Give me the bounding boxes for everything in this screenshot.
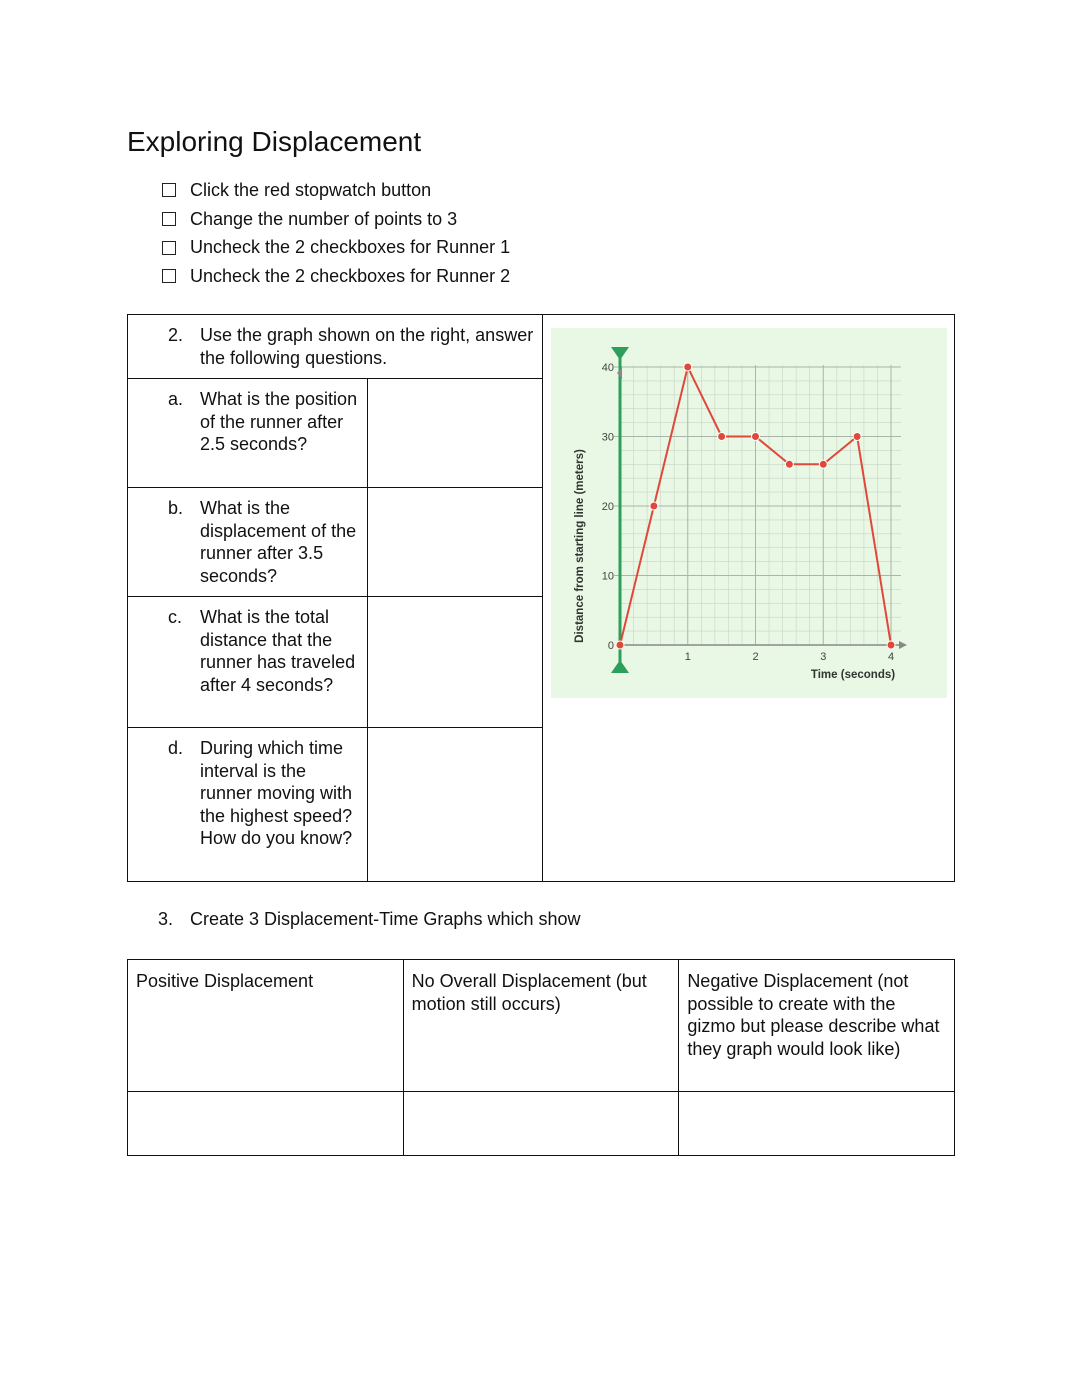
answer-cell-negative[interactable] [679,1092,955,1156]
header-no-overall-displacement: No Overall Displacement (but motion still occurs) [403,960,679,1092]
question-2-prompt [128,315,543,379]
question-2-text: Use the graph shown on the right, answer the following questions. [200,325,534,368]
data-point [616,641,624,649]
x-tick-label: 3 [819,651,826,663]
x-tick-label: 4 [887,651,894,663]
checklist-item-label: Uncheck the 2 checkboxes for Runner 2 [190,265,511,286]
part-text: What is the displacement of the runner after 3.5 seconds? [200,498,357,586]
data-point [785,460,793,468]
x-axis-label: Time (seconds) [810,669,895,681]
question-2d [128,728,368,882]
checklist-item-label: Change the number of points to 3 [190,208,458,229]
part-letter: b. [168,498,184,518]
part-letter: c. [168,607,183,627]
y-tick-label: 30 [601,431,614,444]
part-letter: a. [168,389,184,409]
y-tick-label: 40 [601,362,614,374]
page-title: Exploring Displacement [127,126,422,157]
header-negative-displacement: Negative Displacement (not possible to create with the gizmo but please describe what they graph would look like) [679,960,955,1092]
y-tick-label: 10 [601,570,614,583]
checkbox-icon[interactable] [162,212,176,226]
answer-cell-2c[interactable] [367,597,542,728]
question-3-text: Create 3 Displacement-Time Graphs which show [190,909,581,929]
question-2a [128,379,368,488]
data-point [819,460,827,468]
answer-cell-2b[interactable] [367,488,542,597]
answer-cell-no-overall[interactable] [403,1092,679,1156]
checkbox-icon[interactable] [162,269,176,283]
question-number: 3. [158,909,174,929]
data-point [717,433,725,441]
question-3-prompt [158,909,580,930]
checklist-item-label: Uncheck the 2 checkboxes for Runner 1 [190,237,511,258]
x-tick-label: 2 [752,651,759,663]
question-2b [128,488,368,597]
data-point [853,433,861,441]
answer-cell-2d[interactable] [367,728,542,882]
y-tick-label: 0 [607,640,614,652]
data-point [650,502,658,510]
y-axis-label: Distance from starting line (meters) [573,449,586,643]
header-positive-displacement: Positive Displacement [128,960,404,1092]
answer-cell-positive[interactable] [128,1092,404,1156]
part-text: During which time interval is the runner moving with the highest speed? How do you know? [200,738,353,848]
checklist-item[interactable] [162,176,510,205]
distance-time-chart [543,315,954,881]
x-tick-label: 1 [684,651,691,663]
data-point [683,363,691,371]
checklist-item[interactable] [162,233,510,262]
checklist-item[interactable] [162,262,510,291]
part-text: What is the total distance that the runner has traveled after 4 seconds? [200,607,356,695]
instruction-checklist [162,176,510,291]
checklist-item-label: Click the red stopwatch button [190,179,432,200]
checkbox-icon[interactable] [162,241,176,255]
question-2c [128,597,368,728]
checklist-item[interactable] [162,205,510,234]
question-number: 2. [168,325,184,345]
checkbox-icon[interactable] [162,183,176,197]
graph-cell [542,315,954,882]
part-text: What is the position of the runner after 2.5 seconds? [200,389,358,454]
answer-cell-2a[interactable] [367,379,542,488]
question-3-table [127,959,955,1156]
data-point [887,641,895,649]
data-point [751,433,759,441]
y-tick-label: 20 [601,501,614,513]
part-letter: d. [168,738,184,758]
question-2-table [127,314,955,882]
